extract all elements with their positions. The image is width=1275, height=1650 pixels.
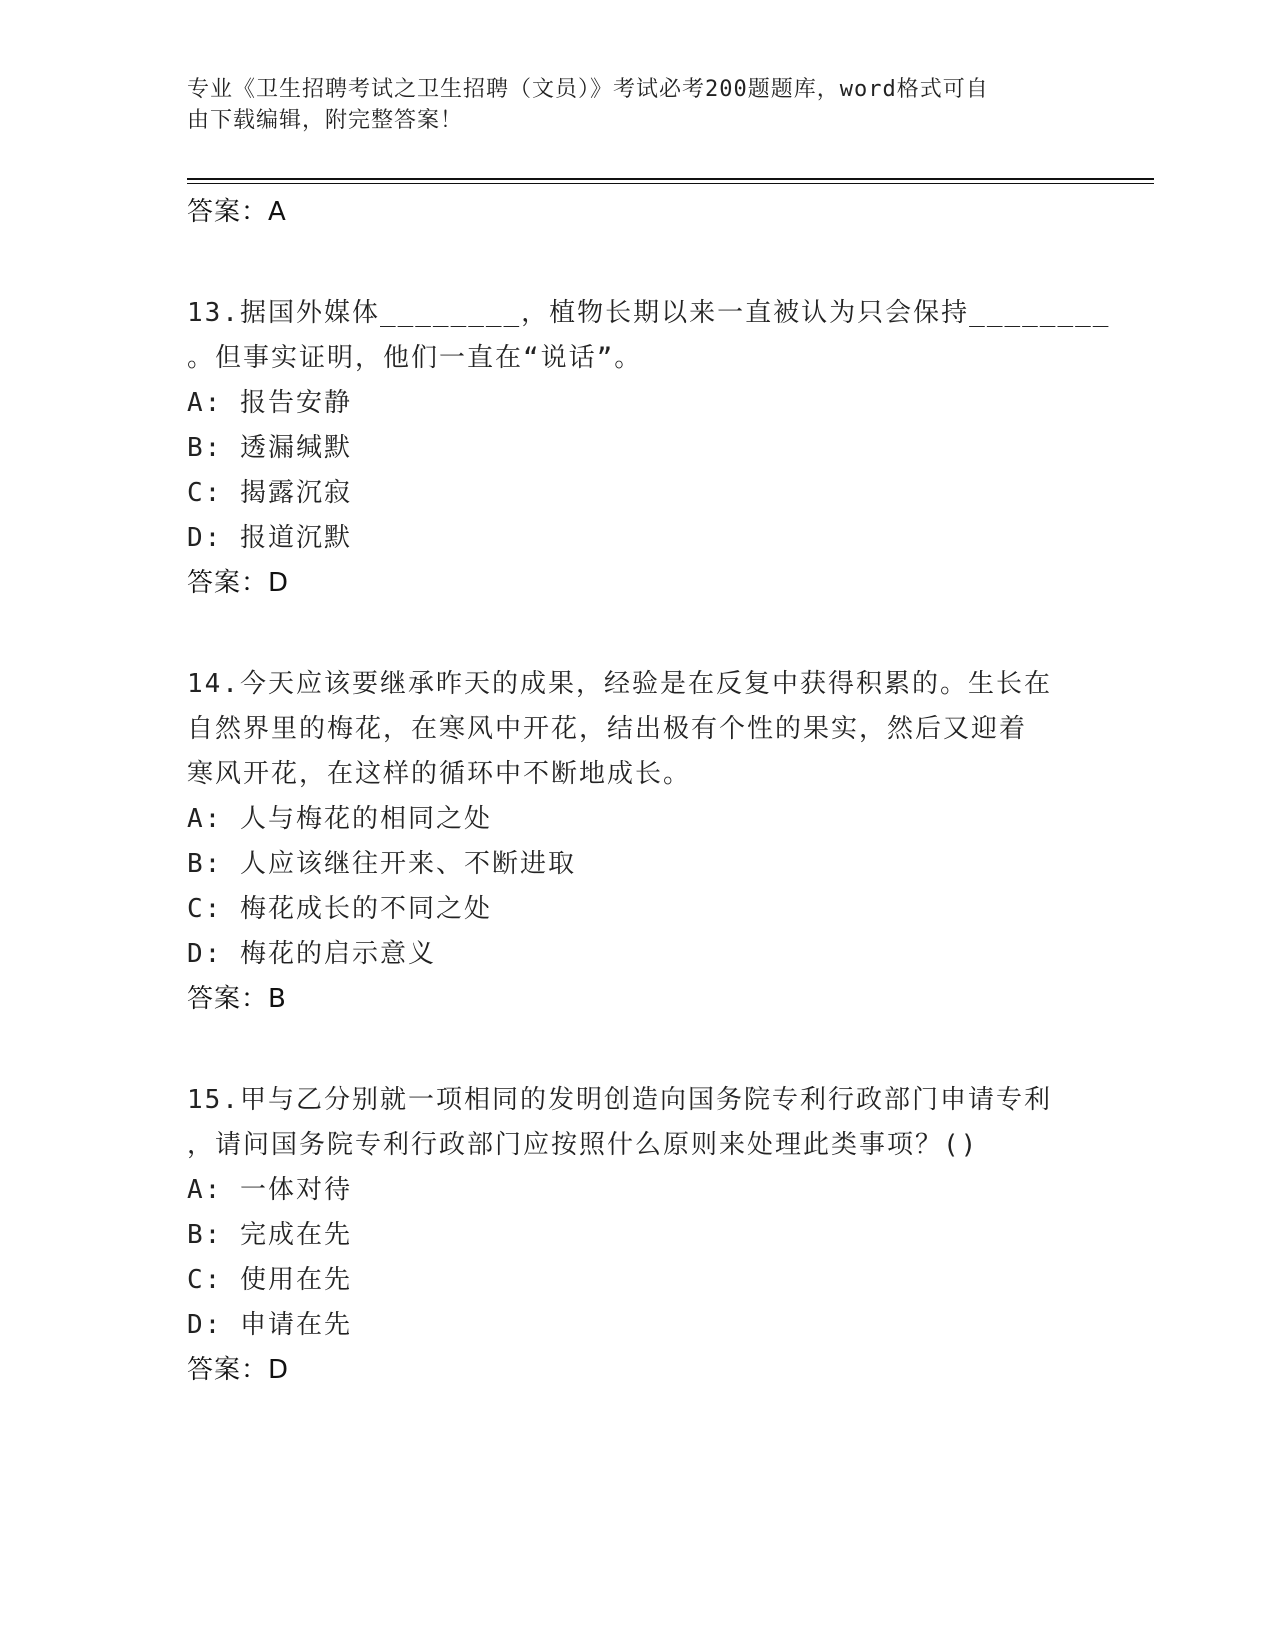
- answer: 答案：D: [187, 1355, 290, 1385]
- header-line-2: 由下载编辑，附完整答案！: [187, 108, 464, 133]
- question-text-line: 自然界里的梅花，在寒风中开花，结出极有个性的果实，然后又迎着: [187, 714, 1028, 744]
- answer: 答案：B: [187, 984, 287, 1014]
- answer: 答案：D: [187, 568, 290, 598]
- header-line-1: 专业《卫生招聘考试之卫生招聘（文员）》考试必考200题题库，word格式可自: [187, 77, 989, 102]
- option-d: D: 梅花的启示意义: [187, 939, 436, 969]
- option-c: C: 使用在先: [187, 1265, 352, 1295]
- header-rule-thick: [187, 178, 1154, 180]
- page-header: [187, 74, 1067, 136]
- header-rule-thin: [187, 183, 1154, 184]
- option-b: B: 透漏缄默: [187, 433, 352, 463]
- question-text-line: 14.今天应该要继承昨天的成果，经验是在反复中获得积累的。生长在: [187, 669, 1052, 699]
- option-c: C: 揭露沉寂: [187, 478, 352, 508]
- option-d: D: 报道沉默: [187, 523, 352, 553]
- option-b: B: 人应该继往开来、不断进取: [187, 849, 576, 879]
- option-d: D: 申请在先: [187, 1310, 352, 1340]
- option-c: C: 梅花成长的不同之处: [187, 894, 492, 924]
- question-text-line: 15.甲与乙分别就一项相同的发明创造向国务院专利行政部门申请专利: [187, 1085, 1052, 1115]
- option-b: B: 完成在先: [187, 1220, 352, 1250]
- previous-answer: 答案：A: [187, 197, 287, 227]
- option-a: A: 人与梅花的相同之处: [187, 804, 492, 834]
- question-14: [187, 662, 1087, 1022]
- option-a: A: 一体对待: [187, 1175, 352, 1205]
- question-text-line: ，请问国务院专利行政部门应按照什么原则来处理此类事项？(): [187, 1130, 979, 1160]
- option-a: A: 报告安静: [187, 388, 352, 418]
- question-text-line: 13.据国外媒体________，植物长期以来一直被认为只会保持________: [187, 298, 1111, 328]
- question-text-line: 寒风开花，在这样的循环中不断地成长。: [187, 759, 692, 789]
- question-list: [187, 190, 1111, 1449]
- question-13: [187, 291, 1111, 606]
- question-text-line: 。但事实证明，他们一直在“说话”。: [187, 343, 643, 373]
- question-15: [187, 1078, 1087, 1393]
